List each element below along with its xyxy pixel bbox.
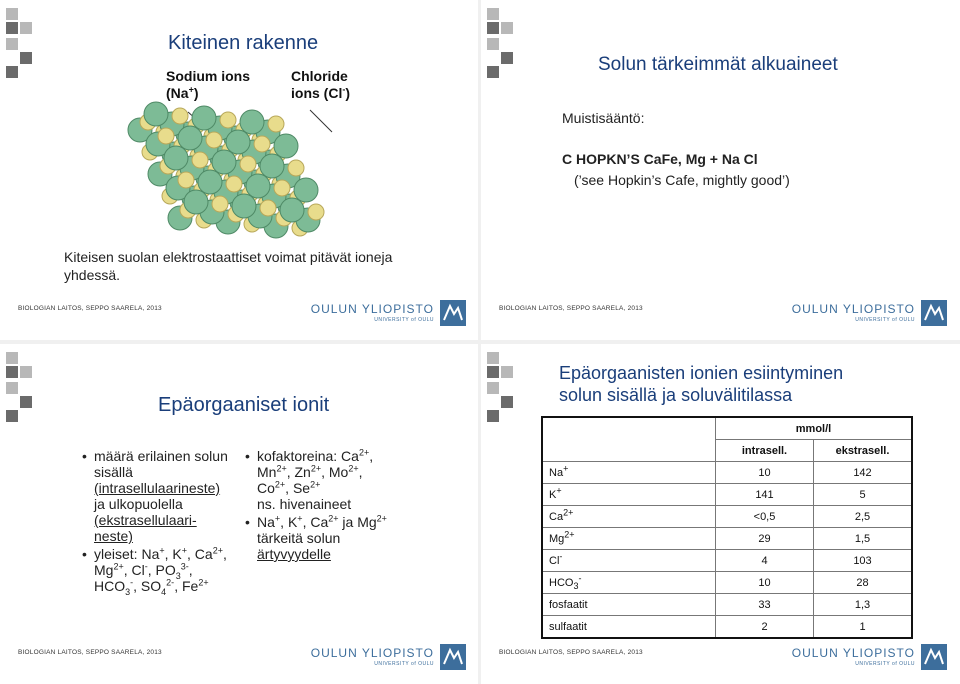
right-bullet-list (245, 448, 445, 564)
sodium-ion (260, 200, 276, 216)
table-row (542, 506, 912, 528)
ion-name-cell: K+ (542, 484, 716, 506)
mnemonic-label: Muistisääntö: (562, 110, 645, 126)
extracellular-value: 28 (814, 572, 913, 594)
slide-title: Kiteinen rakenne (168, 32, 319, 54)
corner-decoration (0, 0, 40, 80)
ion-lattice (128, 102, 324, 238)
intracellular-value: 33 (716, 594, 814, 616)
sodium-ion (212, 196, 228, 212)
chloride-pointer-line (310, 110, 332, 132)
bullet-common-ions: • yleiset: Na+, K+, $Ca^{2+}$, $Mg^{2+}$, Cl-, $PO_3^{3-}$, $HCO_3^-$, $SO_4^{2-}$, $Fe^{2+}$ (82, 546, 242, 594)
university-emblem-icon (921, 644, 947, 670)
university-logo: OULUN YLIOPISTO UNIVERSITY of OULU (792, 640, 947, 670)
extracellular-value: 142 (814, 462, 913, 484)
ion-concentration-table (541, 416, 913, 639)
mnemonic-hint: (’see Hopkin’s Cafe, mightly good’) (574, 172, 790, 188)
footer-author: BIOLOGIAN LAITOS, SEPPO SAARELA, 2013 (18, 305, 162, 312)
chloride-ion (232, 194, 256, 218)
sodium-ion (254, 136, 270, 152)
slide-title: Epäorgaanisten ionien esiintyminen solun sisällä ja soluvälitilassa (559, 363, 844, 405)
footer-author: BIOLOGIAN LAITOS, SEPPO SAARELA, 2013 (499, 649, 643, 656)
intracellular-value: 4 (716, 550, 814, 572)
sodium-ion (288, 160, 304, 176)
extracellular-value: 1,3 (814, 594, 913, 616)
slide-crystal-structure (0, 0, 478, 340)
sodium-ion (274, 180, 290, 196)
sodium-ion (178, 172, 194, 188)
extracellular-value: 1,5 (814, 528, 913, 550)
intracellular-value: 10 (716, 572, 814, 594)
intracellular-value: 141 (716, 484, 814, 506)
table-row (542, 484, 912, 506)
university-logo: OULUN YLIOPISTO UNIVERSITY of OULU (311, 640, 466, 670)
university-logo: OULUN YLIOPISTO UNIVERSITY of OULU (311, 296, 466, 326)
ion-name-cell: Cl- (542, 550, 716, 572)
chloride-ion (294, 178, 318, 202)
table-row (542, 594, 912, 616)
chloride-ion (274, 134, 298, 158)
extracellular-value: 2,5 (814, 506, 913, 528)
university-emblem-icon (440, 300, 466, 326)
corner-decoration (0, 344, 40, 424)
intracellular-value: <0,5 (716, 506, 814, 528)
intracellular-value: 29 (716, 528, 814, 550)
table-row (542, 462, 912, 484)
ion-name-cell: Na+ (542, 462, 716, 484)
bullet-excitability: • Na+, K+, $Ca^{2+}$ ja $Mg^{2+}$ tärkeitä solun ärtyvyydelle (245, 514, 445, 562)
sodium-ion (308, 204, 324, 220)
ion-name-cell: $Ca^{2+}$ (542, 506, 716, 528)
slide-inorganic-ions (0, 344, 478, 684)
table-row (542, 550, 912, 572)
sodium-ion (172, 108, 188, 124)
ion-name-cell: sulfaatit (542, 616, 716, 639)
intracellular-value: 2 (716, 616, 814, 639)
sodium-ion (158, 128, 174, 144)
slide-main-elements (481, 0, 959, 340)
slide-title: Solun tärkeimmät alkuaineet (598, 54, 838, 75)
sodium-ions-label: Sodium ions (Na+) (166, 68, 250, 101)
table-header-row (542, 440, 912, 462)
sodium-ion (226, 176, 242, 192)
chloride-ion (144, 102, 168, 126)
slide-title: Epäorgaaniset ionit (158, 394, 330, 416)
footer-author: BIOLOGIAN LAITOS, SEPPO SAARELA, 2013 (499, 305, 643, 312)
chloride-ion (226, 130, 250, 154)
chloride-ion (212, 150, 236, 174)
chloride-ion (192, 106, 216, 130)
ion-name-cell: $Mg^{2+}$ (542, 528, 716, 550)
chloride-ions-label: Chloride ions (Cl-) (291, 68, 351, 101)
bullet-cofactors: • kofaktoreina: $Ca^{2+}$, $Mn^{2+}$, $Zn^{2+}$, $Mo^{2+}$, $Co^{2+}$, $Se^{2+}$ ns. hivenaineet (245, 448, 445, 512)
university-emblem-icon (440, 644, 466, 670)
chloride-ion (178, 126, 202, 150)
crystal-lattice-illustration (110, 100, 380, 250)
chloride-ion (198, 170, 222, 194)
chloride-ion (280, 198, 304, 222)
slide-ion-occurrence (481, 344, 959, 684)
extracellular-value: 1 (814, 616, 913, 639)
university-logo: OULUN YLIOPISTO UNIVERSITY of OULU (792, 296, 947, 326)
corner-decoration (481, 0, 521, 80)
footer-author: BIOLOGIAN LAITOS, SEPPO SAARELA, 2013 (18, 649, 162, 656)
sodium-ion (192, 152, 208, 168)
col-intracellular: intrasell. (716, 440, 814, 462)
sodium-ion (240, 156, 256, 172)
unit-header: mmol/l (716, 417, 913, 440)
bullet-amount: • määrä erilainen solun sisällä (intrasellulaarineste) ja ulkopuolella (ekstrasellulaari- neste) (82, 448, 242, 544)
chloride-ion (240, 110, 264, 134)
sodium-ion (206, 132, 222, 148)
table-row (542, 572, 912, 594)
slide-body-text: Kiteisen suolan elektrostaattiset voimat pitävät ioneja yhdessä. (64, 249, 393, 283)
sodium-ion (268, 116, 284, 132)
chloride-ion (164, 146, 188, 170)
extracellular-value: 5 (814, 484, 913, 506)
chloride-ion (184, 190, 208, 214)
university-emblem-icon (921, 300, 947, 326)
mnemonic-text: C HOPKN’S CaFe, Mg + Na Cl (562, 151, 758, 167)
sodium-ion (220, 112, 236, 128)
table-row (542, 528, 912, 550)
table-row (542, 616, 912, 639)
ion-name-cell: $HCO_3^-$ (542, 572, 716, 594)
left-bullet-list (82, 448, 242, 596)
ion-name-cell: fosfaatit (542, 594, 716, 616)
chloride-ion (260, 154, 284, 178)
extracellular-value: 103 (814, 550, 913, 572)
chloride-ion (246, 174, 270, 198)
col-extracellular: ekstrasell. (814, 440, 913, 462)
table-unit-row (542, 417, 912, 440)
intracellular-value: 10 (716, 462, 814, 484)
corner-decoration (481, 344, 521, 424)
